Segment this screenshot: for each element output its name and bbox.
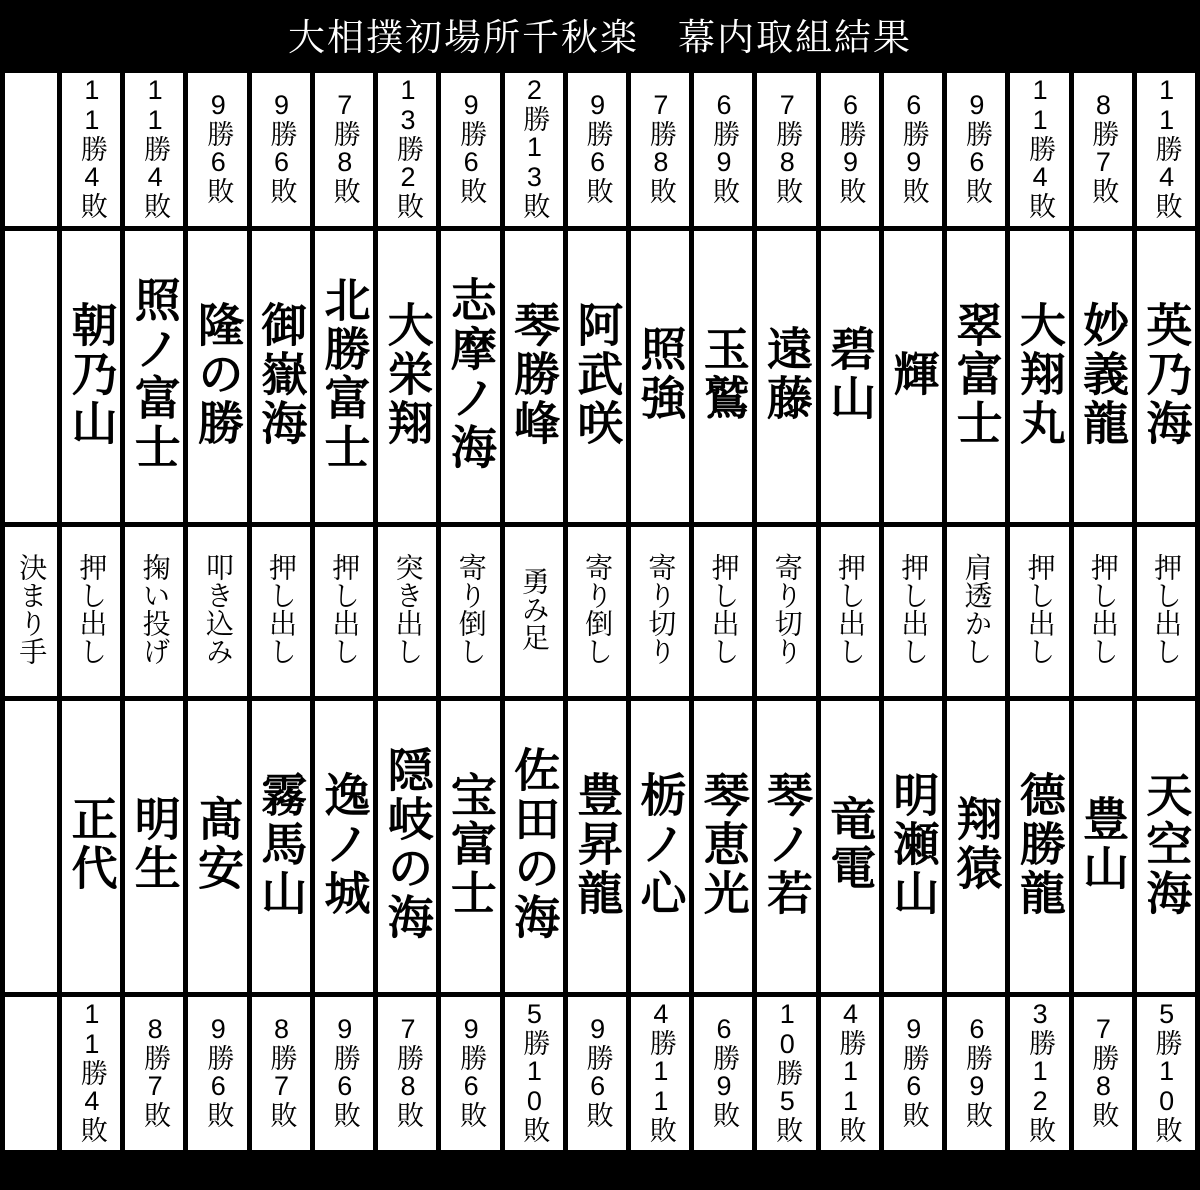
west-wrestler-name[interactable] [441, 701, 499, 992]
east-wrestler-name-text: 玉鷲 [696, 325, 751, 423]
west-wrestler-name[interactable] [505, 701, 563, 992]
kimarite [378, 527, 436, 696]
west-record-text: 9勝6敗 [582, 1014, 613, 1128]
east-record-text: 2勝13敗 [519, 75, 550, 219]
west-wrestler-name-text: 栃ノ心 [633, 770, 688, 918]
east-record-text: 9勝6敗 [961, 90, 992, 204]
west-record [1137, 997, 1195, 1150]
west-record-text: 8勝7敗 [140, 1014, 171, 1128]
kimarite-text: 寄り切り [645, 553, 677, 665]
east-wrestler-name-text: 朝乃山 [64, 300, 119, 448]
east-record-text: 11勝4敗 [1151, 75, 1182, 219]
east-wrestler-name[interactable] [1010, 231, 1068, 522]
east-wrestler-name[interactable] [505, 231, 563, 522]
east-record-text: 9勝6敗 [456, 90, 487, 204]
west-record [568, 997, 626, 1150]
east-wrestler-name[interactable] [441, 231, 499, 522]
east-record-text: 13勝2敗 [392, 75, 423, 219]
east-wrestler-name[interactable] [757, 231, 815, 522]
west-wrestler-name[interactable] [62, 701, 120, 992]
west-record-text: 4勝11敗 [835, 999, 866, 1143]
kimarite [1010, 527, 1068, 696]
east-names-row [5, 231, 1195, 522]
east-wrestler-name-text: 御嶽海 [254, 300, 309, 448]
west-record [252, 997, 310, 1150]
west-record [505, 997, 563, 1150]
kimarite [62, 527, 120, 696]
west-wrestler-name-text: 豊昇龍 [570, 770, 625, 918]
kimarite-text: 押し出し [329, 553, 361, 665]
west-wrestler-name[interactable] [947, 701, 1005, 992]
east-wrestler-name-text: 志摩ノ海 [443, 276, 498, 472]
west-wrestler-name[interactable] [757, 701, 815, 992]
east-wrestler-name[interactable] [62, 231, 120, 522]
kimarite-text: 押し出し [898, 553, 930, 665]
east-wrestler-name[interactable] [1137, 231, 1195, 522]
empty-corner-top [5, 73, 57, 226]
kimarite-row [5, 527, 1195, 696]
kimarite [947, 527, 1005, 696]
kimarite-header-text: 決まり手 [16, 553, 48, 665]
west-wrestler-name-text: 竜電 [823, 795, 878, 893]
empty-corner-bottom [5, 997, 57, 1150]
west-record [884, 997, 942, 1150]
west-wrestler-name-text: 豊山 [1076, 795, 1131, 893]
east-wrestler-name[interactable] [568, 231, 626, 522]
east-wrestler-name[interactable] [378, 231, 436, 522]
east-wrestler-name-text: 碧山 [823, 325, 878, 423]
east-record-text: 9勝6敗 [582, 90, 613, 204]
kimarite-text: 肩透かし [961, 553, 993, 665]
east-record [1010, 73, 1068, 226]
kimarite [315, 527, 373, 696]
east-wrestler-name-text: 琴勝峰 [507, 300, 562, 448]
kimarite [884, 527, 942, 696]
west-wrestler-name[interactable] [378, 701, 436, 992]
west-record-text: 7勝8敗 [1088, 1014, 1119, 1128]
east-wrestler-name-text: 隆の勝 [191, 300, 245, 448]
east-wrestler-name[interactable] [947, 231, 1005, 522]
east-record-text: 6勝9敗 [898, 90, 929, 204]
west-wrestler-name-text: 佐田の海 [507, 746, 562, 942]
empty-corner-west [5, 701, 57, 992]
east-record [315, 73, 373, 226]
page-title-text: 大相撲初場所千秋楽 幕内取組結果 [288, 17, 912, 58]
kimarite [252, 527, 310, 696]
west-record-text: 5勝10敗 [1151, 999, 1182, 1143]
east-wrestler-name-text: 照強 [633, 325, 688, 423]
west-record-text: 8勝7敗 [266, 1014, 297, 1128]
east-wrestler-name-text: 大栄翔 [380, 300, 435, 448]
west-record [62, 997, 120, 1150]
kimarite [568, 527, 626, 696]
west-wrestler-name[interactable] [1010, 701, 1068, 992]
east-record [1137, 73, 1195, 226]
east-record [441, 73, 499, 226]
east-record [125, 73, 183, 226]
east-record [568, 73, 626, 226]
kimarite-text: 押し出し [1024, 553, 1056, 665]
east-record [884, 73, 942, 226]
kimarite [631, 527, 689, 696]
west-wrestler-name-text: 正代 [64, 795, 119, 893]
east-wrestler-name[interactable] [315, 231, 373, 522]
east-wrestler-name[interactable] [821, 231, 879, 522]
west-names-row [5, 701, 1195, 992]
east-wrestler-name[interactable] [1074, 231, 1132, 522]
west-record-text: 5勝10敗 [519, 999, 550, 1143]
east-record-text: 7勝8敗 [645, 90, 676, 204]
east-wrestler-name-text: 照ノ富士 [127, 276, 182, 472]
west-record [441, 997, 499, 1150]
kimarite-header [5, 527, 57, 696]
east-record-text: 11勝4敗 [76, 75, 107, 219]
west-record [1010, 997, 1068, 1150]
east-record-text: 11勝4敗 [1025, 75, 1056, 219]
kimarite-text: 押し出し [1087, 553, 1119, 665]
east-record-text: 8勝7敗 [1088, 90, 1119, 204]
west-record-text: 9勝6敗 [203, 1014, 234, 1128]
kimarite-text: 押し出し [266, 553, 298, 665]
east-wrestler-name-text: 妙義龍 [1076, 300, 1131, 448]
west-record [125, 997, 183, 1150]
kimarite-text: 押し出し [1151, 553, 1183, 665]
east-record [378, 73, 436, 226]
bout-results-table [0, 68, 1200, 1155]
east-record [757, 73, 815, 226]
west-wrestler-name[interactable] [821, 701, 879, 992]
east-record [62, 73, 120, 226]
kimarite-text: 突き出し [392, 553, 424, 665]
east-wrestler-name-text: 翠富士 [949, 300, 1004, 448]
east-wrestler-name[interactable] [694, 231, 752, 522]
west-wrestler-name[interactable] [1074, 701, 1132, 992]
west-wrestler-name[interactable] [631, 701, 689, 992]
west-wrestler-name-text: 明生 [127, 795, 182, 893]
east-records-row [5, 73, 1195, 226]
west-record-text: 6勝9敗 [961, 1014, 992, 1128]
kimarite [757, 527, 815, 696]
kimarite [505, 527, 563, 696]
west-wrestler-name-text: 隠岐の海 [380, 746, 435, 942]
kimarite [125, 527, 183, 696]
kimarite [821, 527, 879, 696]
west-record [631, 997, 689, 1150]
east-wrestler-name-text: 英乃海 [1139, 300, 1194, 448]
west-wrestler-name-text: 琴恵光 [696, 770, 751, 918]
east-wrestler-name-text: 輝 [886, 349, 941, 399]
west-wrestler-name-text: 逸ノ城 [317, 770, 372, 918]
west-record-text: 10勝5敗 [772, 999, 803, 1143]
west-record-text: 11勝4敗 [76, 999, 107, 1143]
east-record-text: 11勝4敗 [140, 75, 171, 219]
west-wrestler-name[interactable] [315, 701, 373, 992]
west-record [947, 997, 1005, 1150]
empty-corner-east [5, 231, 57, 522]
kimarite-text: 押し出し [76, 553, 108, 665]
west-wrestler-name-text: 翔猿 [949, 795, 1004, 893]
east-wrestler-name-text: 遠藤 [759, 325, 814, 423]
kimarite-text: 寄り倒し [455, 553, 487, 665]
west-wrestler-name-text: 明瀬山 [886, 770, 941, 918]
west-record-text: 9勝6敗 [898, 1014, 929, 1128]
kimarite-text: 勇み足 [518, 567, 550, 651]
west-record [378, 997, 436, 1150]
east-wrestler-name[interactable] [631, 231, 689, 522]
east-record [1074, 73, 1132, 226]
kimarite-text: 叩き込み [202, 553, 234, 665]
west-records-row [5, 997, 1195, 1150]
east-record-text: 7勝8敗 [329, 90, 360, 204]
west-record [757, 997, 815, 1150]
east-record [821, 73, 879, 226]
east-record-text: 6勝9敗 [709, 90, 740, 204]
east-wrestler-name[interactable] [188, 231, 246, 522]
west-record [315, 997, 373, 1150]
west-wrestler-name[interactable] [252, 701, 310, 992]
east-record [694, 73, 752, 226]
east-wrestler-name-text: 大翔丸 [1012, 300, 1067, 448]
kimarite-text: 寄り倒し [582, 553, 614, 665]
kimarite-text: 寄り切り [771, 553, 803, 665]
east-record-text: 9勝6敗 [266, 90, 297, 204]
west-wrestler-name[interactable] [125, 701, 183, 992]
east-wrestler-name-text: 阿武咲 [570, 300, 625, 448]
east-record-text: 7勝8敗 [772, 90, 803, 204]
west-record-text: 6勝9敗 [709, 1014, 740, 1128]
west-record [694, 997, 752, 1150]
east-record-text: 6勝9敗 [835, 90, 866, 204]
west-wrestler-name[interactable] [884, 701, 942, 992]
west-record [1074, 997, 1132, 1150]
west-wrestler-name[interactable] [568, 701, 626, 992]
kimarite-text: 押し出し [708, 553, 740, 665]
kimarite-text: 押し出し [835, 553, 866, 665]
west-record-text: 3勝12敗 [1025, 999, 1056, 1143]
kimarite [1074, 527, 1132, 696]
kimarite [188, 527, 246, 696]
east-wrestler-name[interactable] [884, 231, 942, 522]
east-wrestler-name[interactable] [252, 231, 310, 522]
kimarite [441, 527, 499, 696]
west-wrestler-name[interactable] [188, 701, 246, 992]
page-title [0, 0, 1200, 68]
east-record [505, 73, 563, 226]
kimarite-text: 掬い投げ [139, 553, 171, 665]
west-wrestler-name-text: 德勝龍 [1012, 770, 1067, 918]
west-wrestler-name-text: 髙安 [191, 795, 245, 893]
east-record [188, 73, 246, 226]
west-wrestler-name[interactable] [1137, 701, 1195, 992]
east-wrestler-name[interactable] [125, 231, 183, 522]
kimarite [1137, 527, 1195, 696]
west-record-text: 9勝6敗 [456, 1014, 487, 1128]
east-record [252, 73, 310, 226]
kimarite [694, 527, 752, 696]
east-record [947, 73, 1005, 226]
east-record-text: 9勝6敗 [203, 90, 234, 204]
west-wrestler-name-text: 霧馬山 [254, 770, 309, 918]
west-wrestler-name-text: 琴ノ若 [759, 770, 814, 918]
west-wrestler-name-text: 宝富士 [443, 770, 498, 918]
west-record [188, 997, 246, 1150]
west-record-text: 7勝8敗 [392, 1014, 423, 1128]
west-wrestler-name[interactable] [694, 701, 752, 992]
west-record [821, 997, 879, 1150]
east-record [631, 73, 689, 226]
west-record-text: 9勝6敗 [329, 1014, 360, 1128]
west-wrestler-name-text: 天空海 [1139, 770, 1194, 918]
east-wrestler-name-text: 北勝富士 [317, 276, 372, 472]
west-record-text: 4勝11敗 [645, 999, 676, 1143]
